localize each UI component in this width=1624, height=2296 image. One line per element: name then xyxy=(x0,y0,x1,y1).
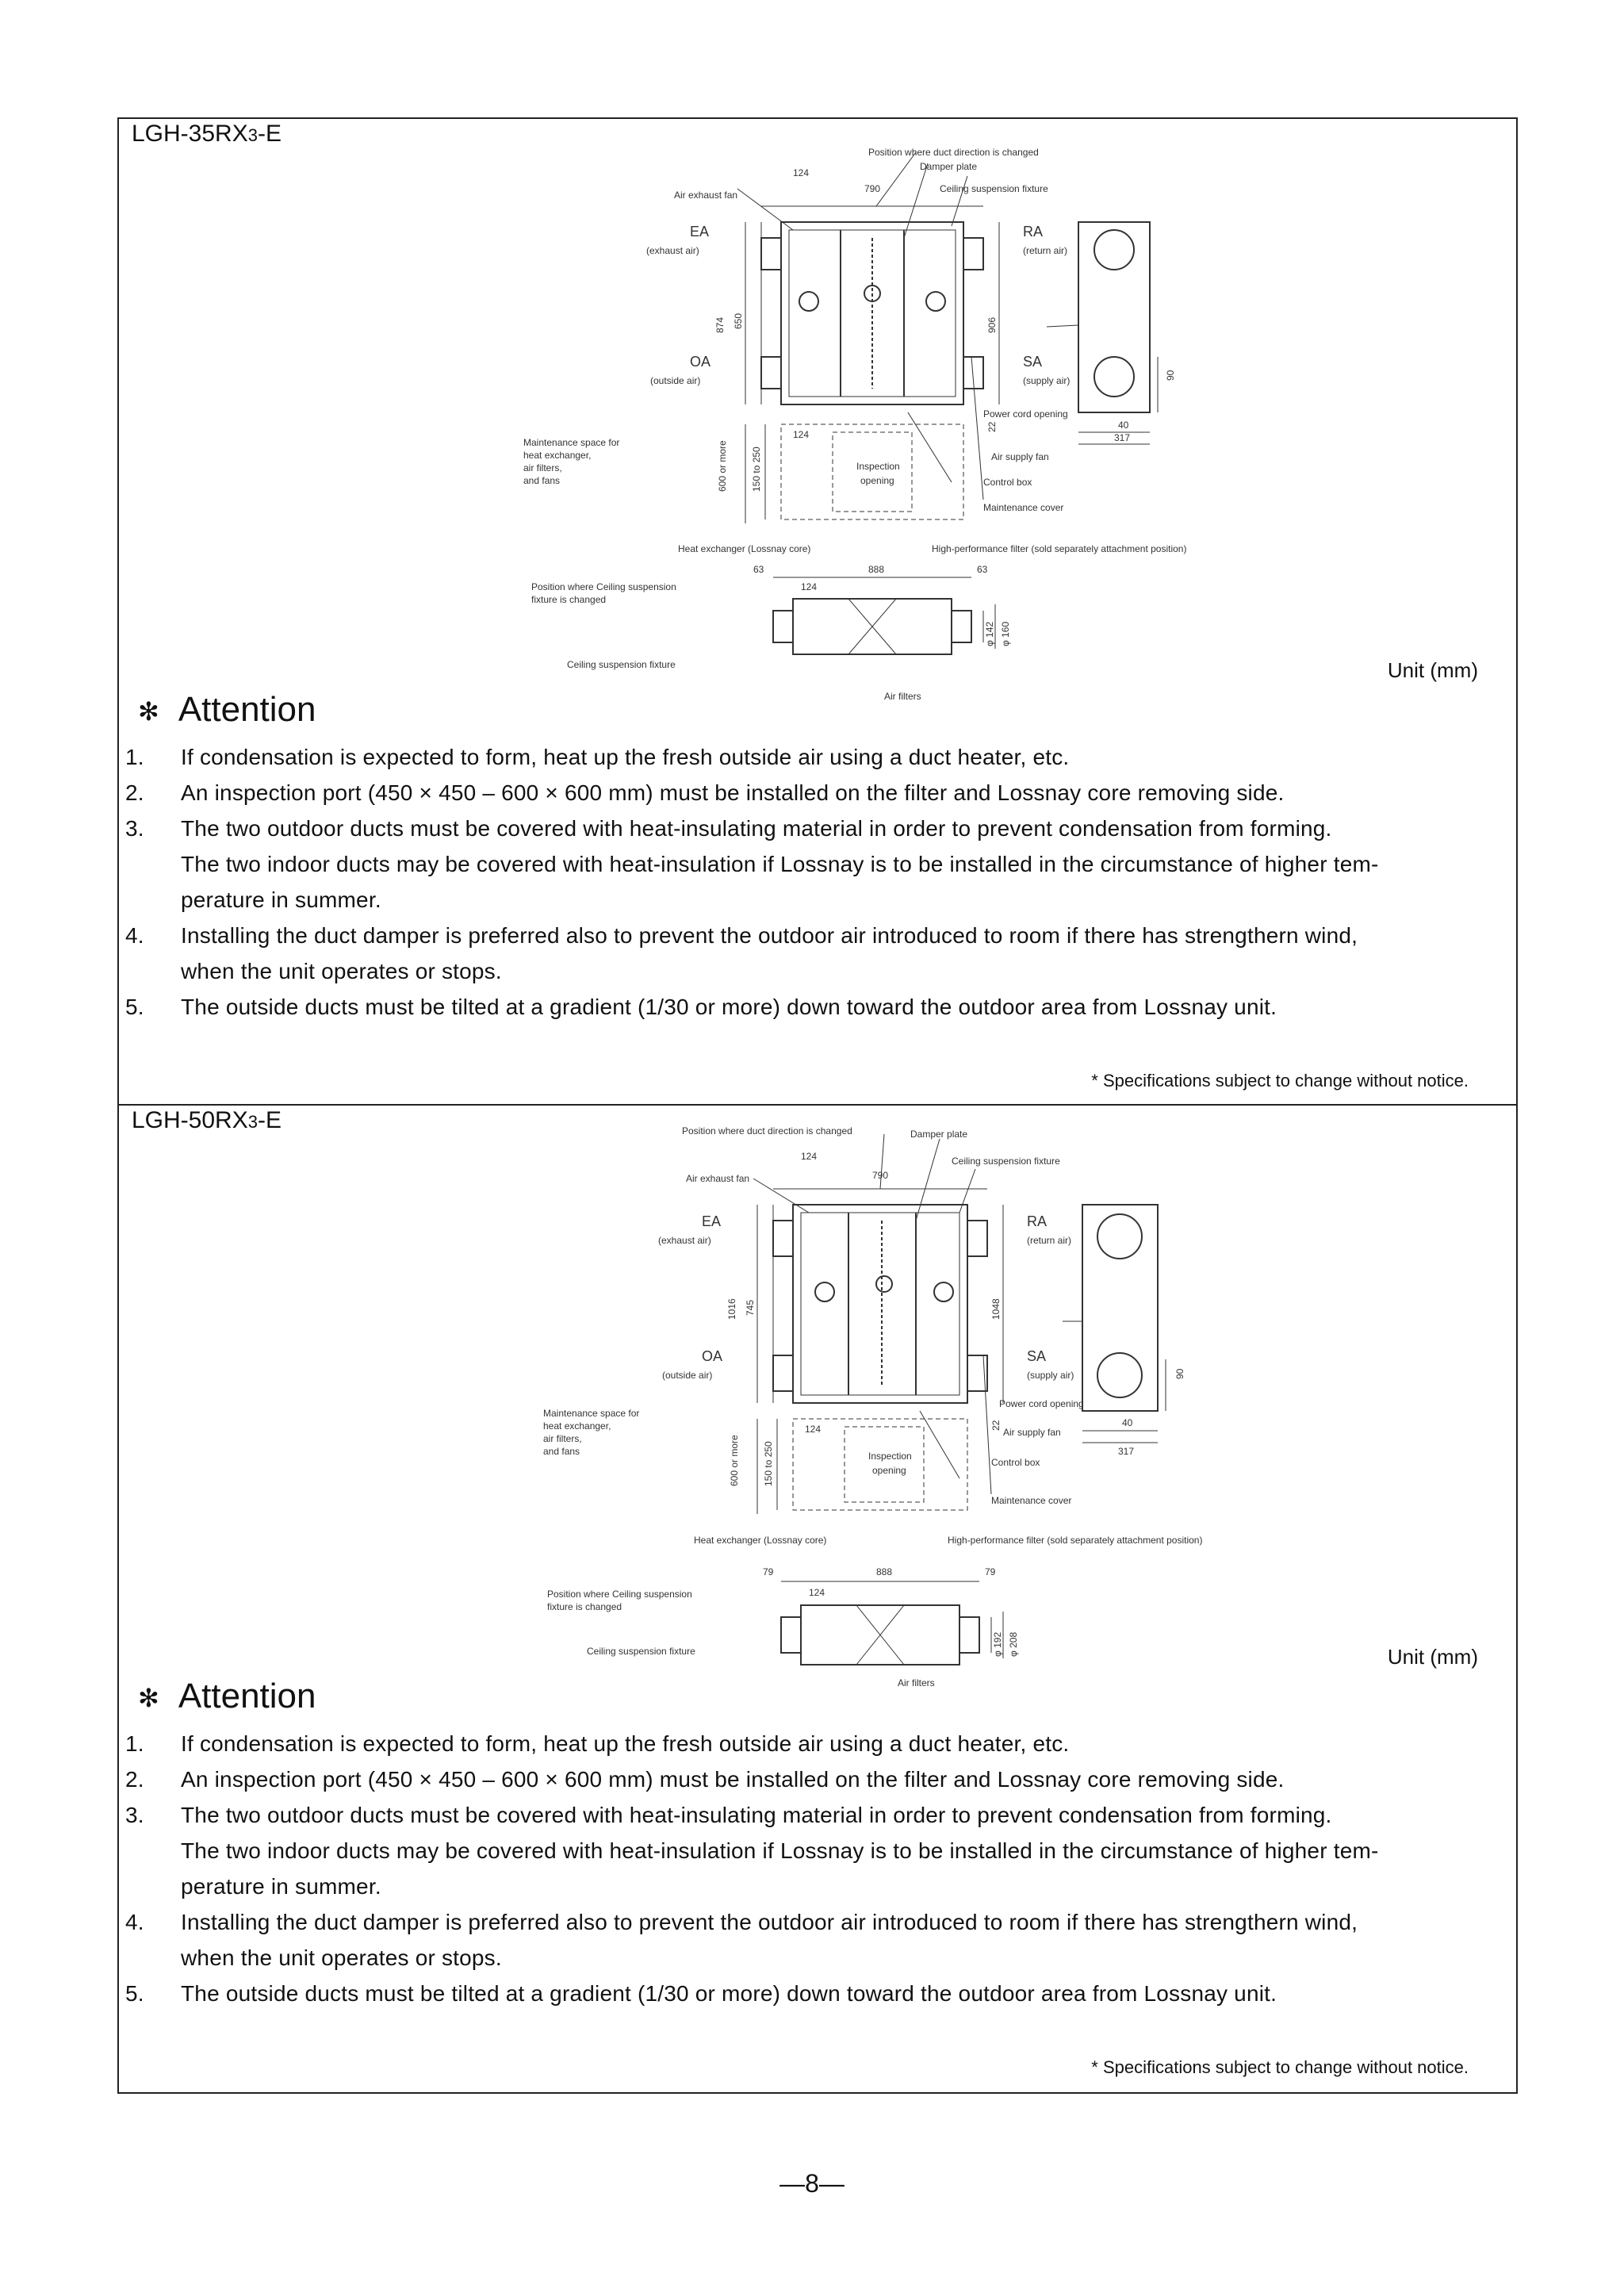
label-air-filters: Air filters xyxy=(898,1677,935,1688)
page-number: —8— xyxy=(779,2169,845,2198)
label-sa: SA xyxy=(1023,354,1043,370)
label-ceiling-fixture-bottom: Ceiling suspension fixture xyxy=(567,659,676,670)
note-line: 4. Installing the duct damper is preferred also to prevent the outdoor air introduced to room if there has strengthern wind, xyxy=(125,1910,1358,1934)
note-line: 1. If condensation is expected to form, heat up the fresh outside air using a duct heater, etc. xyxy=(125,1731,1070,1756)
dim-124b: 124 xyxy=(793,429,810,440)
dim-phi-inner: φ 192 xyxy=(992,1631,1003,1657)
note-line: 3. The two outdoor ducts must be covered with heat-insulating material in order to prevent condensation from forming. xyxy=(125,1803,1332,1827)
dim-maint-150: 150 to 250 xyxy=(751,447,762,492)
unit-label: Unit (mm) xyxy=(1387,1645,1478,1669)
dim-maint-150: 150 to 250 xyxy=(763,1441,774,1486)
dim-bottom-right: 79 xyxy=(985,1566,996,1577)
dim-maint-600: 600 or more xyxy=(729,1435,740,1486)
label-sa: SA xyxy=(1027,1348,1047,1364)
label-inspection-2: opening xyxy=(860,475,894,486)
dim-side-90: 90 xyxy=(1174,1368,1185,1379)
label-ra-sub: (return air) xyxy=(1027,1235,1072,1246)
dim-bottom-mid: 888 xyxy=(876,1566,893,1577)
section-lgh-50rx3 xyxy=(117,1106,1518,2094)
label-hp-filter: High-performance filter (sold separately attachment position) xyxy=(948,1535,1203,1546)
dim-bottom-left: 63 xyxy=(753,564,764,575)
label-control-box: Control box xyxy=(983,477,1032,488)
dim-right-height: 906 xyxy=(986,316,998,333)
label-inspection-2: opening xyxy=(872,1465,906,1476)
dim-phi-inner: φ 142 xyxy=(984,621,995,646)
label-heat-exchanger: Heat exchanger (Lossnay core) xyxy=(678,543,811,554)
dim-top-width: 124 xyxy=(801,1151,818,1162)
dim-phi-outer: φ 160 xyxy=(1000,621,1011,646)
unit-label: Unit (mm) xyxy=(1387,658,1478,682)
label-sa-sub: (supply air) xyxy=(1023,375,1071,386)
label-position-fixture: Position where Ceiling suspension xyxy=(547,1589,692,1600)
note-line: perature in summer. xyxy=(181,887,381,912)
note-line: 5. The outside ducts must be tilted at a gradient (1/30 or more) down toward the outdoor area from Lossnay unit. xyxy=(125,995,1277,1019)
label-oa-sub: (outside air) xyxy=(662,1370,713,1381)
label-position-changed: Position where duct direction is changed xyxy=(868,147,1039,158)
label-hp-filter: High-performance filter (sold separately attachment position) xyxy=(932,543,1187,554)
dim-top-width: 124 xyxy=(793,167,810,178)
dim-right-height: 1048 xyxy=(990,1298,1002,1320)
label-position-fixture-2: fixture is changed xyxy=(547,1601,622,1612)
label-maint-space-3: air filters, xyxy=(543,1433,582,1444)
dim-124c: 124 xyxy=(801,581,818,592)
attention-notes xyxy=(119,739,1499,1025)
label-maint-space: Maintenance space for xyxy=(523,437,620,448)
label-power-cord: Power cord opening xyxy=(999,1398,1084,1409)
spec-footnote: * Specifications subject to change without notice. xyxy=(1091,2057,1469,2077)
dim-main-width: 790 xyxy=(872,1170,889,1181)
model-title: LGH-50RX3-E xyxy=(132,1107,282,1133)
attention-notes xyxy=(119,1726,1499,2011)
dim-side-317: 317 xyxy=(1118,1446,1135,1457)
label-maint-space-2: heat exchanger, xyxy=(523,450,592,461)
dim-124b: 124 xyxy=(805,1424,822,1435)
note-line: when the unit operates or stops. xyxy=(181,1945,502,1970)
attention-heading: ✻ Attention xyxy=(138,690,316,729)
dim-inner-height: 650 xyxy=(733,312,744,329)
dim-124c: 124 xyxy=(809,1587,825,1598)
dimension-diagram xyxy=(476,1106,1269,1700)
dim-22: 22 xyxy=(990,1420,1002,1431)
note-line: 5. The outside ducts must be tilted at a gradient (1/30 or more) down toward the outdoor area from Lossnay unit. xyxy=(125,1981,1277,2006)
model-title: LGH-35RX3-E xyxy=(132,121,282,147)
label-ra-sub: (return air) xyxy=(1023,245,1068,256)
label-ceiling-fixture-bottom: Ceiling suspension fixture xyxy=(587,1646,695,1657)
dim-side-40: 40 xyxy=(1122,1417,1133,1428)
label-inspection: Inspection xyxy=(868,1451,912,1462)
label-ea-sub: (exhaust air) xyxy=(658,1235,711,1246)
dim-overall-height: 874 xyxy=(714,316,726,333)
note-line: The two indoor ducts may be covered with heat-insulation if Lossnay is to be installed in the circumstance of higher tem- xyxy=(181,852,1379,876)
dim-bottom-right: 63 xyxy=(977,564,988,575)
label-ceiling-fixture: Ceiling suspension fixture xyxy=(952,1156,1060,1167)
label-power-cord: Power cord opening xyxy=(983,408,1068,420)
label-sa-sub: (supply air) xyxy=(1027,1370,1074,1381)
asterisk-icon: ✻ xyxy=(138,697,159,726)
note-line: 4. Installing the duct damper is preferred also to prevent the outdoor air introduced to room if there has strengthern wind, xyxy=(125,923,1358,948)
label-position-changed: Position where duct direction is changed xyxy=(682,1125,852,1137)
label-oa: OA xyxy=(702,1348,723,1364)
label-air-filters: Air filters xyxy=(884,691,921,702)
dim-side-317: 317 xyxy=(1114,432,1131,443)
dim-maint-600: 600 or more xyxy=(717,440,728,492)
dim-22: 22 xyxy=(986,421,998,432)
label-damper-plate: Damper plate xyxy=(910,1129,968,1140)
section-lgh-35rx3 xyxy=(117,117,1518,1106)
label-air-supply-fan: Air supply fan xyxy=(1003,1427,1061,1438)
dim-main-width: 790 xyxy=(864,183,881,194)
label-maint-space-2: heat exchanger, xyxy=(543,1420,611,1432)
label-maint-space-3: air filters, xyxy=(523,462,562,473)
label-ra: RA xyxy=(1027,1213,1048,1229)
note-line: when the unit operates or stops. xyxy=(181,959,502,983)
dim-side-90: 90 xyxy=(1165,370,1176,381)
attention-heading: ✻ Attention xyxy=(138,1677,316,1715)
note-line: 3. The two outdoor ducts must be covered with heat-insulating material in order to prevent condensation from forming. xyxy=(125,816,1332,841)
label-damper-plate: Damper plate xyxy=(920,161,978,172)
label-ea: EA xyxy=(702,1213,722,1229)
note-line: The two indoor ducts may be covered with heat-insulation if Lossnay is to be installed in the circumstance of higher tem- xyxy=(181,1838,1379,1863)
label-maint-space-4: and fans xyxy=(523,475,561,486)
label-ra: RA xyxy=(1023,224,1044,240)
label-oa-sub: (outside air) xyxy=(650,375,701,386)
label-ea: EA xyxy=(690,224,710,240)
note-line: 1. If condensation is expected to form, heat up the fresh outside air using a duct heater, etc. xyxy=(125,745,1070,769)
label-ceiling-fixture: Ceiling suspension fixture xyxy=(940,183,1048,194)
dimension-diagram xyxy=(476,119,1269,714)
note-line: 2. An inspection port (450 × 450 – 600 × 600 mm) must be installed on the filter and Lossnay core removing side. xyxy=(125,1767,1285,1792)
label-heat-exchanger: Heat exchanger (Lossnay core) xyxy=(694,1535,827,1546)
label-position-fixture-2: fixture is changed xyxy=(531,594,607,605)
note-line: perature in summer. xyxy=(181,1874,381,1899)
label-air-exhaust-fan: Air exhaust fan xyxy=(674,190,738,201)
label-maint-cover: Maintenance cover xyxy=(983,502,1064,513)
dim-overall-height: 1016 xyxy=(726,1298,737,1320)
label-air-supply-fan: Air supply fan xyxy=(991,451,1049,462)
dim-bottom-mid: 888 xyxy=(868,564,885,575)
label-maint-space-4: and fans xyxy=(543,1446,580,1457)
dim-inner-height: 745 xyxy=(745,1299,756,1316)
label-maint-space: Maintenance space for xyxy=(543,1408,640,1419)
note-line: 2. An inspection port (450 × 450 – 600 × 600 mm) must be installed on the filter and Lossnay core removing side. xyxy=(125,780,1285,805)
label-ea-sub: (exhaust air) xyxy=(646,245,699,256)
label-oa: OA xyxy=(690,354,711,370)
label-maint-cover: Maintenance cover xyxy=(991,1495,1072,1506)
label-inspection: Inspection xyxy=(856,461,900,472)
dim-phi-outer: φ 208 xyxy=(1008,1631,1019,1657)
spec-footnote: * Specifications subject to change without notice. xyxy=(1091,1071,1469,1091)
label-control-box: Control box xyxy=(991,1457,1040,1468)
dim-side-40: 40 xyxy=(1118,420,1129,431)
dim-bottom-left: 79 xyxy=(763,1566,774,1577)
label-position-fixture: Position where Ceiling suspension xyxy=(531,581,676,592)
asterisk-icon: ✻ xyxy=(138,1684,159,1713)
label-air-exhaust-fan: Air exhaust fan xyxy=(686,1173,750,1184)
